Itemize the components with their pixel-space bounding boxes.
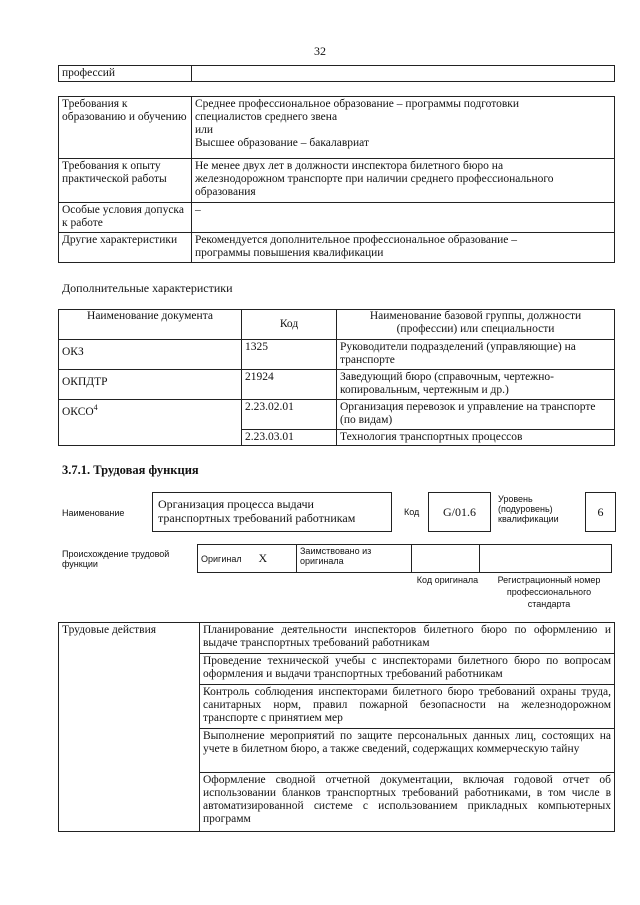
- row-doc: ОКСО$^4$: [59, 400, 242, 446]
- action-row: [59, 623, 615, 654]
- requirement-line: –: [195, 204, 201, 216]
- header-code: Код: [242, 310, 337, 340]
- row-code: 1325: [242, 340, 337, 370]
- additional-table: [58, 309, 615, 446]
- function-code-value: G/01.6: [443, 505, 476, 519]
- origin-reg-cell: [480, 545, 612, 573]
- action-item: Планирование деятельности инспекторов билетного бюро по оформлению и выдаче транспортных требований работникам: [200, 623, 615, 654]
- requirement-label: Другие характеристики: [59, 233, 192, 263]
- requirement-line: железнодорожном транспорте при наличии среднего профессионального: [195, 173, 554, 185]
- requirement-value: [192, 233, 615, 263]
- requirement-value: [192, 97, 615, 159]
- row-name: Технология транспортных процессов: [337, 430, 615, 446]
- origin-borrowed-label: Заимствовано из оригинала: [300, 546, 372, 566]
- row-code: 21924: [242, 370, 337, 400]
- additional-row: [59, 370, 615, 400]
- row-name: Заведующий бюро (справочным, чертежно-копировальным, чертежным и др.): [337, 370, 615, 400]
- action-item: Контроль соблюдения инспекторами билетного бюро требований охраны труда, санитарных норм, правил пожарной безопасности на железнодорожном транспорте с принятием мер: [200, 685, 615, 729]
- requirement-line: Не менее двух лет в должности инспектора билетного бюро на: [195, 160, 504, 172]
- origin-borrowed-cell: [297, 545, 412, 573]
- function-level-box: [585, 492, 616, 532]
- requirement-line: программы повышения квалификации: [195, 247, 384, 259]
- origin-original-mark: X: [258, 550, 268, 565]
- requirement-label: Требования к опыту практической работы: [59, 159, 192, 203]
- additional-row: [59, 400, 615, 430]
- requirement-row: [59, 97, 615, 159]
- additional-row: [59, 340, 615, 370]
- action-item: Оформление сводной отчетной документации, включая годовой отчет об использовании бланков транспортных требований работниками, в том числе в автоматизированной системе с использованием прикладных компьютерных программ: [200, 773, 615, 832]
- row-doc: ОКПДТР: [59, 370, 242, 400]
- top-row-table: [58, 65, 615, 82]
- origin-original-label: Оригинал: [201, 553, 242, 564]
- origin-reg-caption: Регистрационный номер профессионального стандарта: [497, 575, 601, 609]
- additional-header-row: [59, 310, 615, 340]
- requirement-line: Среднее профессиональное образование – программы подготовки: [195, 98, 520, 110]
- function-code-box: [428, 492, 491, 532]
- action-item: Выполнение мероприятий по защите персональных данных лиц, состоящих на учете в билетном бюро, а также сведений, содержащих коммерческую тайну: [200, 729, 615, 773]
- origin-original-cell: [198, 545, 297, 573]
- requirement-line: специалистов среднего звена: [195, 111, 338, 123]
- requirement-row: [59, 233, 615, 263]
- function-name-label: Наименование: [62, 508, 125, 518]
- requirement-value: [192, 203, 615, 233]
- function-name-box: [152, 492, 392, 532]
- function-level-value: 6: [597, 505, 604, 519]
- requirement-line: Высшее образование – бакалавриат: [195, 137, 369, 149]
- requirement-row: [59, 203, 615, 233]
- function-code-label: Код: [404, 507, 420, 517]
- requirement-label: Особые условия допуска к работе: [59, 203, 192, 233]
- actions-table: [58, 622, 615, 832]
- origin-label: Происхождение трудовой функции: [62, 549, 170, 569]
- row-code: 2.23.03.01: [242, 430, 337, 446]
- origin-table: [197, 544, 612, 573]
- row-code: 2.23.02.01: [242, 400, 337, 430]
- requirement-value: [192, 159, 615, 203]
- page-number: 32: [314, 44, 326, 58]
- actions-label: Трудовые действия: [59, 623, 200, 832]
- function-name-value: Организация процесса выдачи транспортных требований работникам: [158, 497, 356, 525]
- requirement-line: или: [195, 124, 214, 136]
- requirement-label: Требования к образованию и обучению: [59, 97, 192, 159]
- requirements-table: [58, 96, 615, 263]
- header-name: Наименование базовой группы, должности (профессии) или специальности: [337, 310, 615, 340]
- function-level-label: Уровень (подуровень) квалификации: [498, 494, 559, 524]
- top-row-left: профессий: [59, 66, 192, 82]
- top-row-right: [192, 66, 615, 82]
- header-doc: Наименование документа: [59, 310, 242, 340]
- row-doc: ОКЗ: [59, 340, 242, 370]
- requirement-line: образования: [195, 186, 256, 198]
- row-name: Организация перевозок и управление на транспорте (по видам): [337, 400, 615, 430]
- requirement-line: Рекомендуется дополнительное профессиональное образование –: [195, 234, 518, 246]
- additional-title: Дополнительные характеристики: [62, 281, 233, 295]
- action-item: Проведение технической учебы с инспекторами билетного бюро по вопросам оформления и выдачи транспортных требований работникам: [200, 654, 615, 685]
- origin-code-cell: [412, 545, 480, 573]
- requirement-row: [59, 159, 615, 203]
- row-name: Руководители подразделений (управляющие) на транспорте: [337, 340, 615, 370]
- function-title: 3.7.1. Трудовая функция: [62, 463, 199, 477]
- origin-code-caption: Код оригинала: [416, 575, 479, 585]
